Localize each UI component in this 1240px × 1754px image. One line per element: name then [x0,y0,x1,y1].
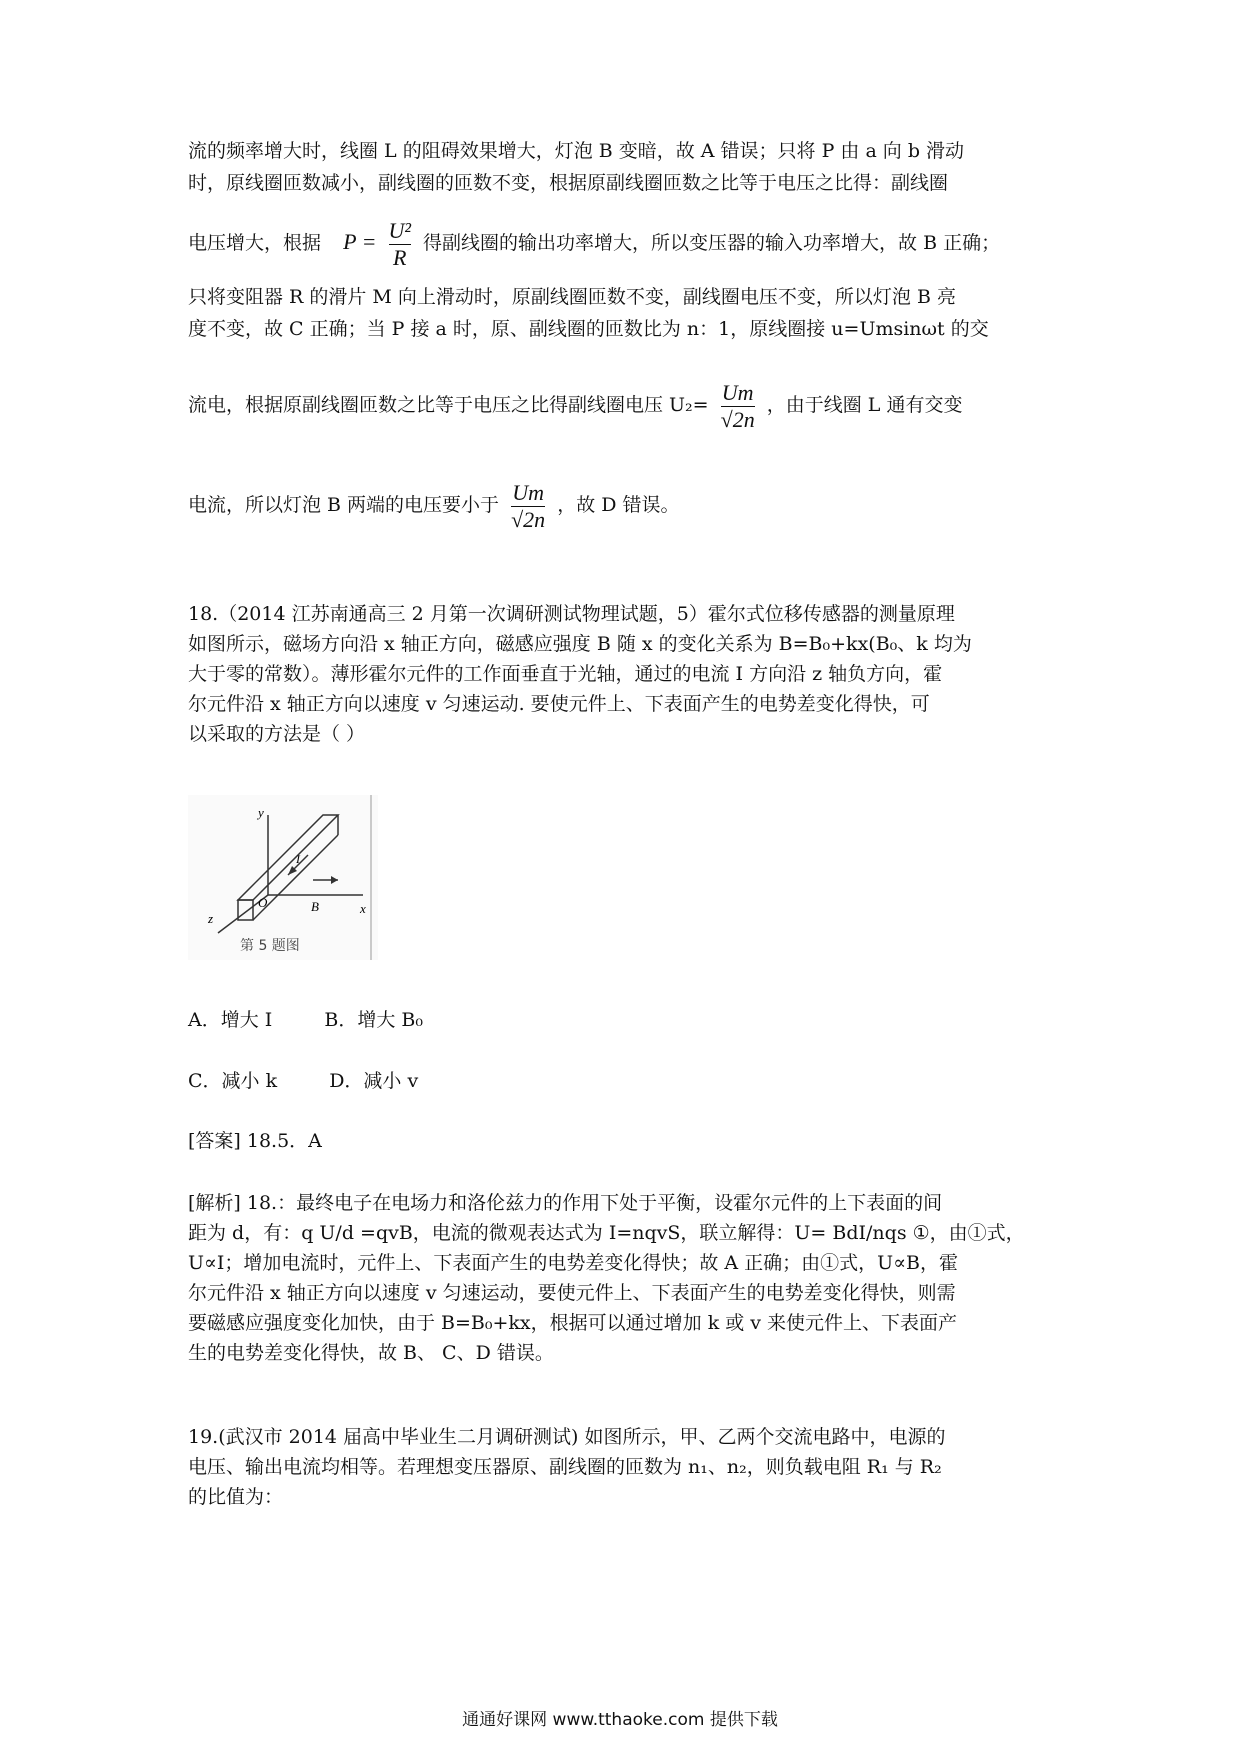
q17-line7-post: ，故 D 错误。 [557,494,680,516]
u2-numerator: Um [721,379,754,405]
label-o: O [258,895,268,910]
label-y: y [258,805,264,820]
label-i: I [296,852,300,866]
ub-fraction [511,480,545,533]
option-c: C．减小 k [188,1070,278,1092]
q18-analysis2: 距为 d，有：q U/d =qvB，电流的微观表达式为 I=nqvS，联立解得：U= BdI/nqs ①，由①式， [188,1222,1025,1244]
q18-stem1: 18.（2014 江苏南通高三 2 月第一次调研测试物理试题，5）霍尔式位移传感器的测量原理 [188,603,955,625]
q18-analysis1: [解析] 18.：最终电子在电场力和洛伦兹力的作用下处于平衡，设霍尔元件的上下表面的间 [188,1192,943,1214]
option-d: D．减小 v [329,1070,419,1092]
q17-line2: 时，原线圈匝数减小，副线圈的匝数不变，根据原副线圈匝数之比等于电压之比得：副线圈 [188,172,949,194]
label-x: x [360,901,366,916]
u2-denominator: √2n [720,406,755,432]
formula-p-label: P = [343,229,377,254]
option-b: B．增大 B₀ [324,1009,423,1031]
hall-sensor-figure [188,795,378,960]
q19-stem2: 电压、输出电流均相等。若理想变压器原、副线圈的匝数为 n₁、n₂，则负载电阻 R₁ 与 R₂ [188,1456,942,1478]
q18-stem2: 如图所示，磁场方向沿 x 轴正方向，磁感应强度 B 随 x 的变化关系为 B=B₀+kx(B₀、k 均为 [188,633,972,655]
label-z: z [208,911,214,926]
figure-caption: 第 5 题图 [240,938,300,954]
formula-p-denominator: R [393,244,407,270]
ub-numerator: Um [512,479,545,505]
ub-denominator: √2n [511,506,546,532]
q17-line7-pre: 电流，所以灯泡 B 两端的电压要小于 [188,494,500,516]
q17-line6 [188,375,1058,435]
q17-line3-post: 得副线圈的输出功率增大，所以变压器的输入功率增大，故 B 正确； [423,232,1001,254]
q17-line1: 流的频率增大时，线圈 L 的阻碍效果增大，灯泡 B 变暗，故 A 错误；只将 P 由 a 向 b 滑动 [188,140,965,162]
q18-options-row2 [188,1066,1058,1096]
q17-line4: 只将变阻器 R 的滑片 M 向上滑动时，原副线圈匝数不变，副线圈电压不变，所以灯泡 B 亮 [188,286,956,308]
q18-stem4: 尔元件沿 x 轴正方向以速度 v 匀速运动. 要使元件上、下表面产生的电势差变化得快，可 [188,693,930,715]
q18-analysis3: U∝I；增加电流时，元件上、下表面产生的电势差变化得快；故 A 正确；由①式，U∝B，霍 [188,1252,959,1274]
formula-p-fraction [389,218,411,271]
q18-analysis5: 要磁感应强度变化加快，由于 B=B₀+kx，根据可以通过增加 k 或 v 来使元件上、下表面产 [188,1312,958,1334]
q17-line6-post: ，由于线圈 L 通有交变 [766,394,963,416]
q18-options-row1 [188,1005,1058,1035]
q18-analysis6: 生的电势差变化得快，故 B、 C、D 错误。 [188,1342,554,1364]
q17-line3 [188,212,1058,273]
formula-p-numerator: U² [388,217,411,243]
q17-line7 [188,475,1058,535]
q19-stem3: 的比值为： [188,1486,284,1508]
label-b: B [311,899,319,914]
q18-answer: [答案] 18.5．A [188,1130,322,1152]
q17-line6-pre: 流电，根据原副线圈匝数之比等于电压之比得副线圈电压 U₂= [188,394,709,416]
q18-stem3: 大于零的常数）。薄形霍尔元件的工作面垂直于光轴，通过的电流 I 方向沿 z 轴负方向，霍 [188,663,943,685]
q18-stem5: 以采取的方法是（ ） [188,723,366,745]
page-footer: 通通好课网 www.tthaoke.com 提供下载 [462,1710,778,1730]
q17-line3-pre: 电压增大，根据 [188,232,322,254]
option-a: A．增大 I [188,1009,273,1031]
u2-fraction [721,380,755,433]
q19-stem1: 19.(武汉市 2014 届高中毕业生二月调研测试) 如图所示，甲、乙两个交流电路中，电源的 [188,1426,946,1448]
q18-analysis4: 尔元件沿 x 轴正方向以速度 v 匀速运动，要使元件上、下表面产生的电势差变化得快，则需 [188,1282,956,1304]
q17-line5: 度不变，故 C 正确；当 P 接 a 时，原、副线圈的匝数比为 n：1，原线圈接 u=Umsinωt 的交 [188,318,989,340]
